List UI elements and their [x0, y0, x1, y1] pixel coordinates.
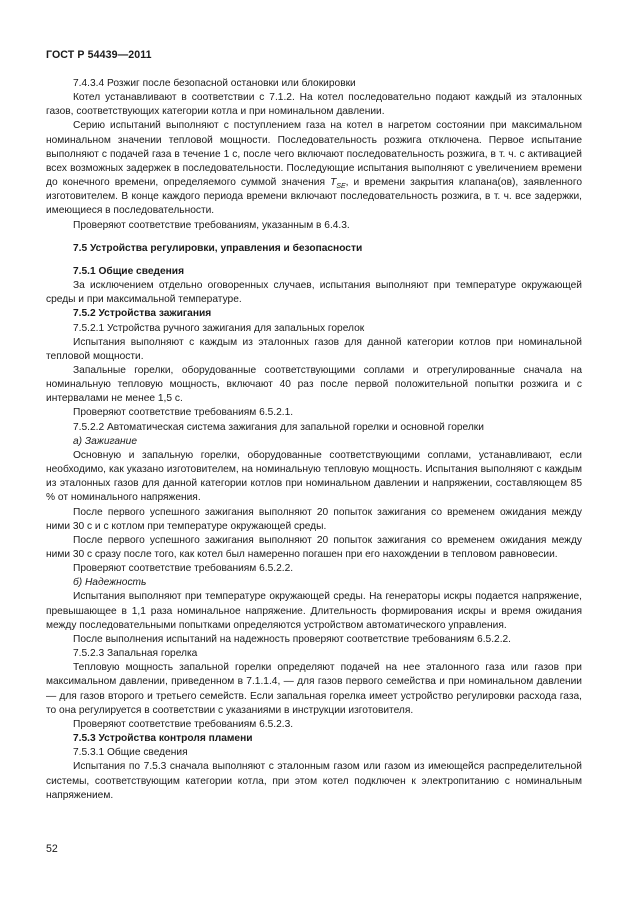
- list-item-a: а) Зажигание: [73, 435, 137, 447]
- formula-subscript: SE: [336, 183, 346, 191]
- paragraph: После выполнения испытаний на надежность проверяют соответствие требованиям 6.5.2.2.: [73, 633, 512, 645]
- section-752-heading: 7.5.2 Устройства зажигания: [73, 308, 212, 320]
- paragraph: Проверяют соответствие требованиям 6.5.2.1.: [73, 407, 294, 419]
- text-run: Серию испытаний выполняют с поступлением газа на котел в нагретом состоянии при максимальном номинальном значении тепловой мощности. Последовательность розжига отключена. Первое испытание выполняют с подачей газа в течение 1 с, после чего включают последовательность розжига, в т. ч. с активацией всех возможных задержек в последовательности. Последующие испытания выполняют с увеличением времени до конечного времени, определяемого суммой значения: [46, 120, 582, 189]
- paragraph: Проверяют соответствие требованиям 6.5.2.3.: [73, 718, 294, 730]
- section-7523-title: 7.5.2.3 Запальная горелка: [73, 648, 198, 660]
- paragraph: Тепловую мощность запальной горелки определяют подачей на нее эталонного газа или газов при максимальном давлении, приведенном в 7.1.1.4, — для газов первого семейства и при номинальном давлении — для газов второго и третьего семейств. Если запальная горелка имеет устройство регулировки расхода газа, то она регулируется в соответствии с указаниями в инструкции изготовителя.: [46, 662, 582, 716]
- text-run: , и времени закрытия клапана(ов), заявленного изготовителем. В конце каждого периода времени включают последовательность розжига, в т. ч. все задержки, имеющиеся в последовательности.: [46, 177, 583, 217]
- paragraph: Испытания по 7.5.3 сначала выполняют с эталонным газом или газом из имеющейся распределительной системы, соответствующим категории котла, при этом котел подключен к электропитанию с номинальным напряжением.: [46, 761, 582, 801]
- section-753-heading: 7.5.3 Устройства контроля пламени: [73, 733, 253, 745]
- paragraph: Испытания выполняют с каждым из эталонных газов для данной категории котлов при номинальной тепловой мощности.: [46, 336, 582, 362]
- paragraph: После первого успешного зажигания выполняют 20 попыток зажигания со временем ожидания между ними 30 с сразу после того, как котел был намеренно погашен при его нахождении в тепловом равновесии.: [46, 534, 582, 560]
- paragraph-with-formula: [46, 119, 582, 218]
- page-number: 52: [46, 843, 58, 855]
- paragraph: Испытания выполняют при температуре окружающей среды. На генераторы искры подается напряжение, превышающее в 1,1 раза номинальное напряжение. Длительность формирования искры и время ожидания между последовательными попытками определяются устройством автоматического управления.: [46, 591, 582, 631]
- paragraph: Проверяют соответствие требованиям 6.5.2.2.: [73, 563, 294, 575]
- paragraph: После первого успешного зажигания выполняют 20 попыток зажигания со временем ожидания между ними 30 с и с котлом при температуре окружающей среды.: [46, 506, 582, 532]
- formula-symbol: T: [330, 177, 337, 189]
- section-75-heading: 7.5 Устройства регулировки, управления и безопасности: [73, 242, 363, 254]
- section-751-heading: 7.5.1 Общие сведения: [73, 265, 185, 277]
- paragraph: Проверяют соответствие требованиям, указанным в 6.4.3.: [73, 219, 350, 231]
- section-7521-title: 7.5.2.1 Устройства ручного зажигания для запальных горелок: [73, 322, 365, 334]
- paragraph: Основную и запальную горелки, оборудованные соответствующими соплами, устанавливают, если необходимо, как указано изготовителем, на номинальную тепловую мощность. Испытания выполняют с каждым из эталонных газов для данной категории котлов при номинальном давлении и напряжении, составляющем 85 % от номинального напряжения.: [46, 449, 582, 504]
- section-7522-title: 7.5.2.2 Автоматическая система зажигания для запальной горелки и основной горелки: [73, 421, 484, 433]
- document-body: [46, 77, 582, 803]
- section-7531-title: 7.5.3.1 Общие сведения: [73, 747, 188, 759]
- list-item-b: б) Надежность: [73, 577, 147, 589]
- paragraph: Запальные горелки, оборудованные соответствующими соплами и отрегулированные сначала на номинальную тепловую мощность, включают 40 раз после первой положительной попытки розжига и с интервалами не менее 1,5 с.: [46, 364, 582, 405]
- paragraph: За исключением отдельно оговоренных случаев, испытания выполняют при температуре окружающей среды и при максимальной температуре.: [46, 280, 582, 306]
- paragraph: Котел устанавливают в соответствии с 7.1.2. На котел последовательно подают каждый из эталонных газов, соответствующих категории котла и при номинальном давлении.: [46, 92, 582, 118]
- section-7434-title: 7.4.3.4 Розжиг после безопасной остановки или блокировки: [73, 78, 356, 89]
- document-header: ГОСТ Р 54439—2011: [46, 49, 152, 61]
